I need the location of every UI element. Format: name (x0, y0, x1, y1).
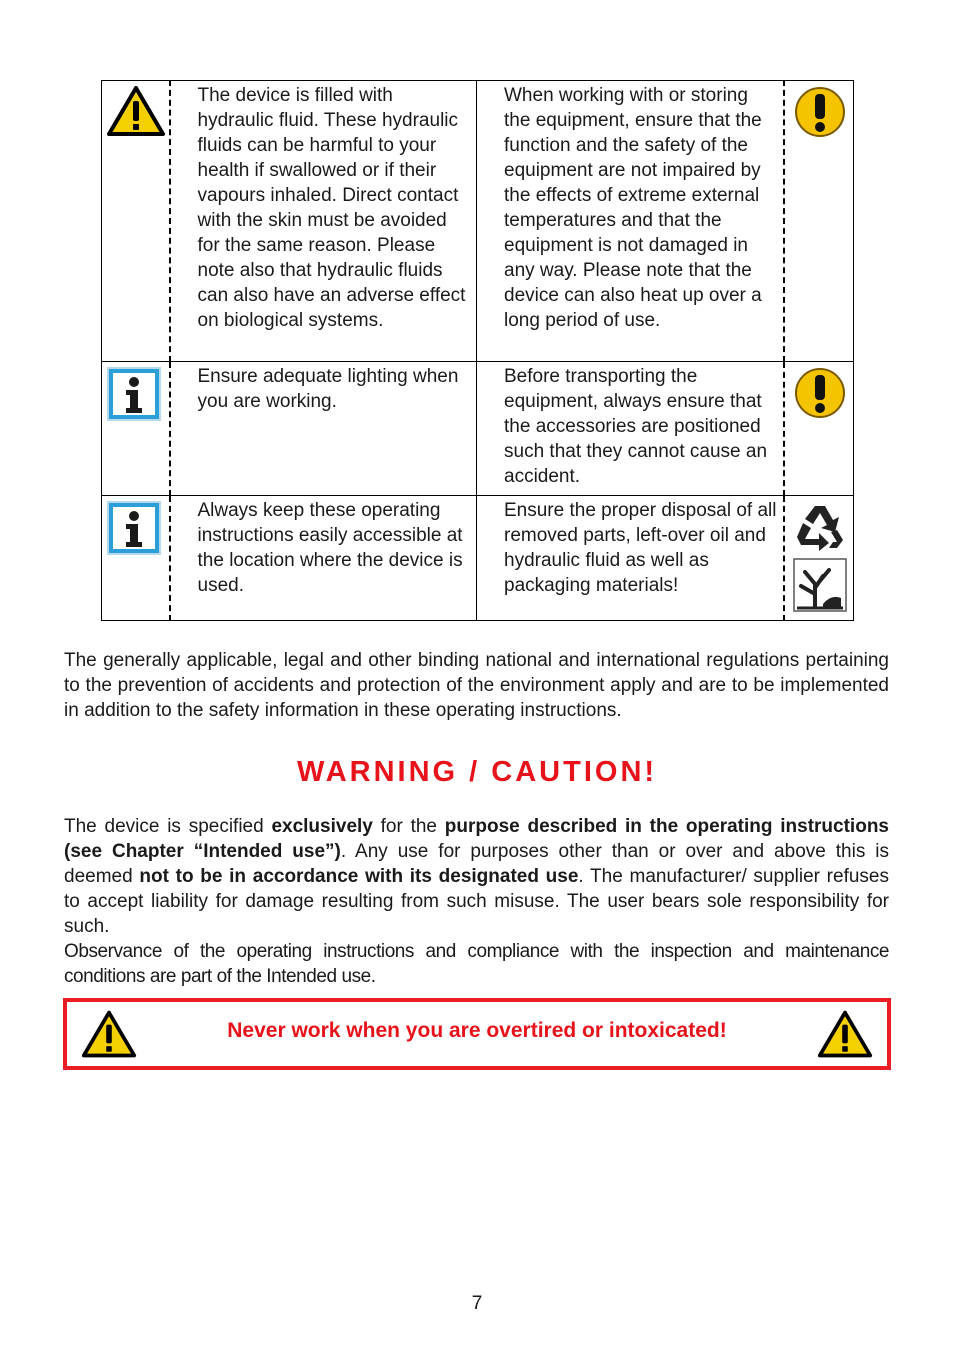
page-number: 7 (471, 1293, 483, 1314)
bold-text: not to be in accordance with its designated use (139, 866, 579, 887)
table-row (102, 496, 854, 621)
info-icon (106, 366, 162, 422)
warning-triangle-icon (106, 85, 166, 137)
bold-text: exclusively (271, 816, 373, 837)
right-text-cell: When working with or storing the equipment, ensure that the function and the safety of the equipment are not impaired by the effects of extreme external temperatures and that the equipment is not damaged in any way. Please note that the device can also heat up over a long period of use. (477, 81, 784, 362)
warning-box-text: Never work when you are overtired or intoxicated! (227, 1019, 727, 1042)
text-run: for the (372, 816, 445, 837)
warning-triangle-icon (817, 1009, 873, 1059)
table-row (102, 81, 854, 362)
warning-box (63, 998, 891, 1070)
recycle-icon (793, 500, 847, 554)
bold-text: purpose described in the operating instructions (see Chapter “Intended use”) (64, 816, 889, 862)
left-text-cell: The device is filled with hydraulic fluid. These hydraulic fluids can be harmful to your health if swallowed or if their vapours inhaled. Direct contact with the skin must be avoided for the same reason. Please note also that hydraulic fluids can also have an adverse effect on biological systems. (170, 81, 477, 362)
safety-information-table (101, 80, 854, 621)
icon-cell (102, 81, 170, 362)
regulations-paragraph: The generally applicable, legal and other binding national and international regulations pertaining to the prevention of accidents and protection of the environment apply and are to be implemented in addition to the safety information in these operating instructions. (64, 650, 889, 721)
icon-cell (784, 362, 854, 496)
info-icon (106, 500, 162, 556)
intended-use-paragraph (64, 814, 889, 939)
observance-paragraph: Observance of the operating instructions and compliance with the inspection and maintenance conditions are part of the Intended use. (64, 941, 889, 987)
text-run: The device is specified (64, 816, 272, 837)
warning-heading: WARNING / CAUTION! (296, 756, 658, 788)
text-run: . Any use for purposes other than or over and above this is deemed (64, 841, 889, 887)
table-row (102, 362, 854, 496)
text-run: . The manufacturer/ supplier refuses to accept liability for damage resulting from such misuse. The user bears sole responsibility for such. (64, 866, 889, 937)
icon-cell (102, 496, 170, 621)
left-text-cell: Ensure adequate lighting when you are working. (170, 362, 477, 496)
exclamation-icon (793, 366, 847, 420)
right-text-cell: Before transporting the equipment, always ensure that the accessories are positioned such that they cannot cause an accident. (477, 362, 784, 496)
icon-cell (784, 496, 854, 621)
right-text-cell: Ensure the proper disposal of all removed parts, left-over oil and hydraulic fluid as well as packaging materials! (477, 496, 784, 621)
intended-use-section (64, 814, 889, 989)
left-text-cell: Always keep these operating instructions easily accessible at the location where the device is used. (170, 496, 477, 621)
icon-cell (784, 81, 854, 362)
icon-cell (102, 362, 170, 496)
environment-hazard-icon (793, 558, 847, 612)
exclamation-icon (793, 85, 847, 139)
